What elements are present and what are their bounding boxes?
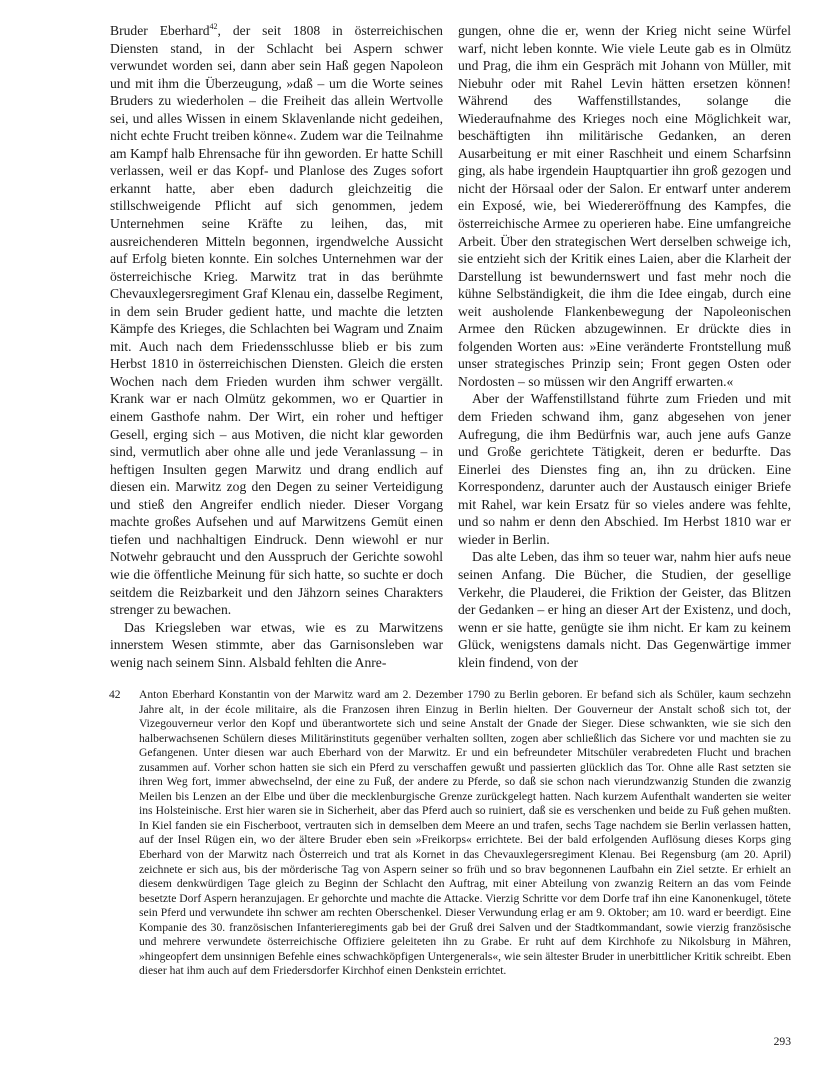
footnote: [110, 688, 791, 979]
footnote-number: 42: [109, 688, 121, 701]
footnote-text: Anton Eberhard Konstantin von der Marwitz ward am 2. Dezember 1790 zu Berlin geboren. Er befand sich als Schüler, kaum sechzehn Jahre alt, in der école militaire, als die Franzosen ihren Einzug in Berlin hielten. Der Gouverneur der Anstalt schoß sich tot, der Vizegouverneur verlor den Kopf und überantwortete sich und seine Anstalt der Gnade der Sieger. Diese schwankten, wie sie sich den halberwachsenen Schülern dieses Militärinstituts gegenüber verhalten sollten, zogen aber schließlich das Sichere vor und machten sie zu Gefangenen. Unter diesen war auch Eberhard von der Marwitz. Er und ein befreundeter Mitschüler verabredeten Flucht und brachen zusammen auf. Vorher schon hatten sie sich ein Pferd zu verschaffen gewußt und passierten glücklich das Tor. Ohne alle Rast setzten sie ihren Weg fort, immer abwechselnd, der eine zu Fuß, der andere zu Pferde, so daß sie schon nach vierundzwanzig Stunden die zwanzig Meilen bis Lenzen an der Elbe und über die mecklenburgische Grenze zurückgelegt hatten. Nach kurzem Aufenthalt wanderten sie weiter ins Holsteinische. Erst hier waren sie in Sicherheit, aber das Pferd auch so ruiniert, daß sie es verschenken und beide zu Fuß gehen mußten. In Kiel fanden sie ein Fischerboot, vertrauten sich in demselben dem Meere an und trafen, sechs Tage nachdem sie Berlin verlassen hatten, auf der Insel Rügen ein, wo der ältere Bruder eben sein »Freikorps« errichtete. Bei der bald erfolgenden Auflösung dieses Korps ging Eberhard von der Marwitz nach Österreich und trat als Kornet in das Chevauxlegersregiment Klenau. Bei Regensburg (am 20. April) zeichnete er sich aus, bis der mörderische Tag von Aspern seiner so früh und so brav begonnenen Laufbahn ein Ziel setzte. Er erhielt an diesem denkwürdigen Tage gleich zu Beginn der Schlacht den Auftrag, mit einer Abteilung von zwanzig Reitern an das vom Feinde besetzte Dorf Aspern heranzujagen. Er gehorchte und machte die Attacke. Vierzig Schritte vor dem Dorfe traf ihn eine Kanonenkugel, tötete sein Pferd und verwundete ihn schwer am rechten Oberschenkel. Dieser Verwundung erlag er am 9. Oktober; am 10. ward er beerdigt. Eine Kompanie des 30. französischen Infanterieregiments gab bei der Gruß drei Salven und der Stadtkommandant, sowie vierzig französische und mehrere verwundete österreichische Offiziere geleiteten ihn zu Grabe. Er ruht auf dem Kirchhofe zu Nikolsburg in Mähren, »hingeopfert dem unsinnigen Befehle eines schwachköpfigen Untergenerals«, wie sein ältester Bruder in unerbittlicher Kritik schreibt. Eben dieser hat ihm auch auf dem Friedersdorfer Kirchhof einen Denkstein errichtet.: [139, 688, 791, 978]
right-text-column: [458, 22, 791, 671]
page-number: 293: [773, 1035, 791, 1048]
paragraph: Das Kriegsleben war etwas, wie es zu Marwitzens innerstem Wesen stimmte, aber das Garnisonsleben war wenig nach seinem Sinn. Alsbald fehlten die Anre-: [110, 619, 443, 670]
paragraph: Das alte Leben, das ihm so teuer war, nahm hier aufs neue seinen Anfang. Die Bücher, die Studien, der gesellige Verkehr, die Plauderei, die Friktion der Geister, das Blitzen der Gedanken – er hing an dieser Art der Existenz, und doch, wenn er sie hatte, genügte sie ihm nicht. Er kam zu keinem Glück, wenigstens damals nicht. Das Gegenwärtige immer klein findend, von der: [458, 549, 791, 670]
paragraph: Aber der Waffenstillstand führte zum Frieden und mit dem Frieden schwand ihm, ganz abgesehen von jener Aufregung, die ihm Bedürfnis war, auch jene aufs Ganze und Große gerichtete Tätigkeit, deren er bedurfte. Das Einerlei des Dienstes fing an, ihn zu drücken. Eine Korrespondenz, darunter auch der Austausch einiger Briefe mit Rahel, war kein Ersatz für so vieles andere was fehlte, und so nahm er denn den Abschied. Im Herbst 1810 war er wieder in Berlin.: [458, 391, 791, 547]
footnote-reference[interactable]: 42: [209, 22, 218, 31]
paragraph: [110, 22, 443, 619]
paragraph-text: Bruder Eberhard: [110, 23, 210, 38]
paragraph: gungen, ohne die er, wenn der Krieg nicht seine Würfel warf, nicht leben konnte. Wie viele Leute gab es in Olmütz und Prag, die ihm ein Gespräch mit Johann von Müller, mit Niebuhr oder mit Rahel Levin hätten ersetzen können! Während des Waffenstillstandes, solange die Wiederaufnahme des Krieges noch eine Möglichkeit war, beschäftigten ihn militärische Gedanken, an deren Ausarbeitung er mit einer Raschheit und einem Scharfsinn ging, als habe irgendein Hauptquartier ihn groß gezogen und nicht der Hörsaal oder der Salon. Er entwarf unter anderem ein Exposé, wie, bei Wiedereröffnung des Kampfes, die österreichische Armee zu operieren habe. Eine umfangreiche Arbeit. Über den strategischen Wert derselben schweige ich, sie entzieht sich der Kritik eines Laien, aber die Klarheit der Darstellung ist bewundernswert und fast mehr noch die kühne Selbständigkeit, die ihm die Idee eingab, durch eine weit ausholende Flankenbewegung der Napoleonischen Armee den Rücken abzugewinnen. Er drückte dies in folgenden Worten aus: »Eine veränderte Frontstellung muß unser strategisches Prinzip sein; Front gegen Osten oder Nordosten – so müssen wir den Angriff erwarten.«: [458, 23, 791, 389]
left-text-column: [110, 22, 443, 671]
paragraph-text: , der seit 1808 in österreichischen Diensten stand, in der Schlacht bei Aspern schwer verwundet worden sei, dann aber sein Haß gegen Napoleon und mit ihm die Überzeugung, »daß – um die Worte seines Bruders zu wiederholen – die Freiheit das allein Wertvolle sei, und alles Wissen in einem Sklavenlande nicht gedeihen, nicht echte Frucht treiben könne«. Zudem war die Teilnahme am Kampf halb Ehrensache für ihn geworden. Er hatte Schill verlassen, weil er das Kopf- und Planlose des Zuges sofort erkannt hatte, aber eben dadurch gleichzeitig die stillschweigende Pflicht auf sich genommen, jedem Unternehmen seine Kräfte zu leihen, das, mit ausreichenderen Mitteln begonnen, irgendwelche Aussicht auf Erfolg bieten konnte. Ein solches Unternehmen war der österreichische Krieg. Marwitz trat in das berühmte Chevauxlegersregiment Graf Klenau ein, dasselbe Regiment, in dem sein Bruder gedient hatte, und machte die letzten Kämpfe des Krieges, die Schlachten bei Wagram und Znaim mit. Auch nach dem Friedensschlusse blieb er bis zum Herbst 1810 in österreichischen Diensten. Gleich die ersten Wochen nach dem Frieden wurden ihm schwer vergällt. Krank war er nach Olmütz gekommen, wo er Quartier in einem Gasthofe nahm. Der Wirt, ein roher und heftiger Gesell, erging sich – aus Motiven, die nicht klar geworden sind, vermutlich aber ohne alle und jede Veranlassung – in heftigen Insulten gegen Marwitz und drang endlich auf diesen ein. Marwitz zog den Degen zu seiner Verteidigung und stieß den Angreifer endlich nieder. Dieser Vorgang machte großes Aufsehen und auf Marwitzens Gemüt einen tiefen und nachhaltigen Eindruck. Denn wiewohl er nur Notwehr gebraucht und den Ausspruch der Gerichte sowohl wie die öffentliche Meinung für sich hatte, so suchte er doch seitdem die Reizbarkeit und den Jähzorn seines Charakters strenger zu bewachen.: [110, 23, 443, 618]
